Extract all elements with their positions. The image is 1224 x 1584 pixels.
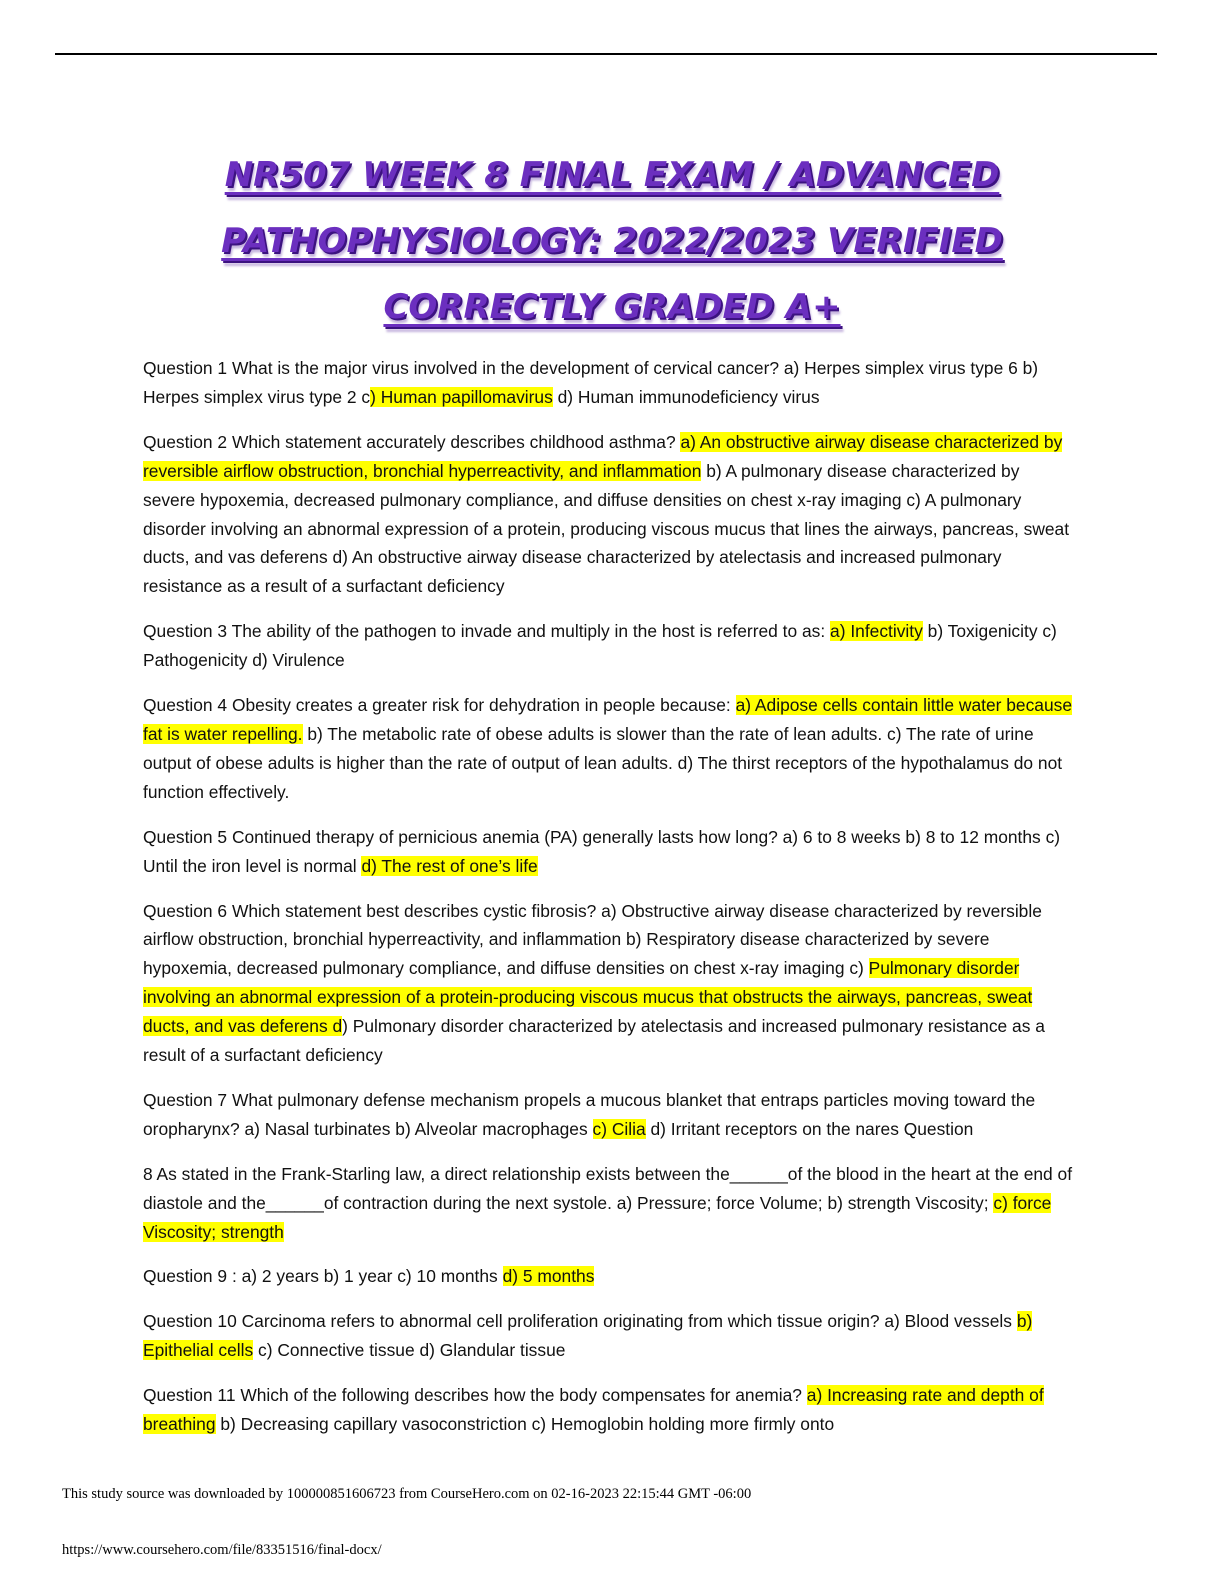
question-text: b) The metabolic rate of obese adults is slower than the rate of lean adults. c) The rate of urine output of obese adults is higher than the rate of output of lean adults. d) The thirst receptors of the hypothalamus do not function effectively. <box>143 723 1063 802</box>
question-text: c) Connective tissue d) Glandular tissue <box>253 1340 566 1361</box>
question-text: Question 2 Which statement accurately describes childhood asthma? <box>143 431 681 452</box>
question-text: Question 6 Which statement best describes cystic fibrosis? a) Obstructive airway disease characterized by reversible airflow obstruction, bronchial hyperreactivity, and inflammation b) Respiratory disease characterized by severe hypoxemia, decreased pulmonary compliance, and diffuse densities on chest x-ray imaging c) <box>143 900 1042 979</box>
footer-source-notice: This study source was downloaded by 100000851606723 from CourseHero.com on 02-16-2023 22:15:44 GMT -06:00 <box>62 1486 752 1502</box>
highlighted-answer: d) 5 months <box>502 1266 595 1287</box>
title-line-3: CORRECTLY GRADED A+ <box>383 287 841 327</box>
question-4 <box>143 691 1073 807</box>
question-text: b) Decreasing capillary vasoconstriction c) Hemoglobin holding more firmly onto <box>215 1414 835 1435</box>
question-text: d) Human immunodeficiency virus <box>552 386 820 407</box>
question-text: Question 4 Obesity creates a greater risk for dehydration in people because: <box>143 695 736 716</box>
question-text: 8 As stated in the Frank-Starling law, a direct relationship exists between the______of the blood in the heart at the end of diastole and the______of contraction during the next systole. a) Pressure; force Volume; b) strength Viscosity; <box>143 1163 1073 1213</box>
question-text: b) A pulmonary disease characterized by severe hypoxemia, decreased pulmonary compliance, and diffuse densities on chest x-ray imaging c) A pulmonary disorder involving an abnormal expression of a protein, producing viscous mucus that lines the airways, pancreas, sweat ducts, and vas deferens d) An obstructive airway disease characterized by atelectasis and increased pulmonary resistance as a result of a surfactant deficiency <box>143 460 1070 597</box>
title-line-1: NR507 WEEK 8 FINAL EXAM / ADVANCED <box>224 155 1000 195</box>
question-11 <box>143 1381 1073 1439</box>
question-text: Question 11 Which of the following describes how the body compensates for anemia? <box>143 1385 807 1406</box>
question-6 <box>143 897 1073 1070</box>
question-text: ) Pulmonary disorder characterized by atelectasis and increased pulmonary resistance as a result of a surfactant deficiency <box>143 1016 1045 1066</box>
highlighted-answer: Pulmonary disorder involving an abnormal expression of a protein-producing viscous mucus that obstructs the airways, pancreas, sweat ducts, and vas deferens d <box>143 958 1033 1037</box>
question-text: Question 3 The ability of the pathogen to invade and multiply in the host is referred to as: <box>143 621 831 642</box>
question-text: Question 9 : a) 2 years b) 1 year c) 10 months <box>143 1266 503 1287</box>
question-text: Question 1 What is the major virus involved in the development of cervical cancer? a) Herpes simplex virus type 6 b) Herpes simplex virus type 2 c <box>143 358 1039 407</box>
question-2 <box>143 428 1073 601</box>
question-text: Question 10 Carcinoma refers to abnormal cell proliferation originating from which tissue origin? a) Blood vessels <box>143 1311 1017 1332</box>
question-8 <box>143 1160 1073 1247</box>
document-title <box>150 142 1074 340</box>
highlighted-answer: b) Epithelial cells <box>143 1311 1033 1361</box>
highlighted-answer: c) force Viscosity; strength <box>143 1192 1052 1242</box>
question-7 <box>143 1086 1073 1144</box>
question-text: b) Toxigenicity c) Pathogenicity d) Virulence <box>143 621 1057 671</box>
question-text: Question 5 Continued therapy of pernicious anemia (PA) generally lasts how long? a) 6 to 8 weeks b) 8 to 12 months c) Until the iron level is normal <box>143 826 1061 876</box>
top-rule <box>55 53 1157 55</box>
question-text: d) Irritant receptors on the nares Question <box>645 1118 974 1139</box>
footer-url-link[interactable]: https://www.coursehero.com/file/83351516/final-docx/ <box>62 1542 382 1558</box>
highlighted-answer: a) An obstructive airway disease characterized by reversible airflow obstruction, bronchial hyperreactivity, and inflammation <box>143 431 1063 481</box>
title-line-2: PATHOPHYSIOLOGY: 2022/2023 VERIFIED <box>221 221 1003 261</box>
highlighted-answer: a) Adipose cells contain little water because fat is water repelling. <box>143 695 1073 744</box>
highlighted-answer: a) Increasing rate and depth of breathing <box>143 1385 1044 1435</box>
question-9 <box>143 1262 1073 1291</box>
highlighted-answer: ) Human papillomavirus <box>370 386 553 407</box>
question-5 <box>143 823 1073 881</box>
question-text: Question 7 What pulmonary defense mechanism propels a mucous blanket that entraps particles moving toward the oropharynx? a) Nasal turbinates b) Alveolar macrophages <box>143 1089 1036 1139</box>
highlighted-answer: a) Infectivity <box>830 621 923 642</box>
question-10 <box>143 1307 1073 1365</box>
question-3 <box>143 617 1073 675</box>
questions-body <box>143 354 1073 1455</box>
highlighted-answer: d) The rest of one’s life <box>361 855 538 876</box>
question-1 <box>143 354 1073 412</box>
highlighted-answer: c) Cilia <box>592 1118 646 1139</box>
